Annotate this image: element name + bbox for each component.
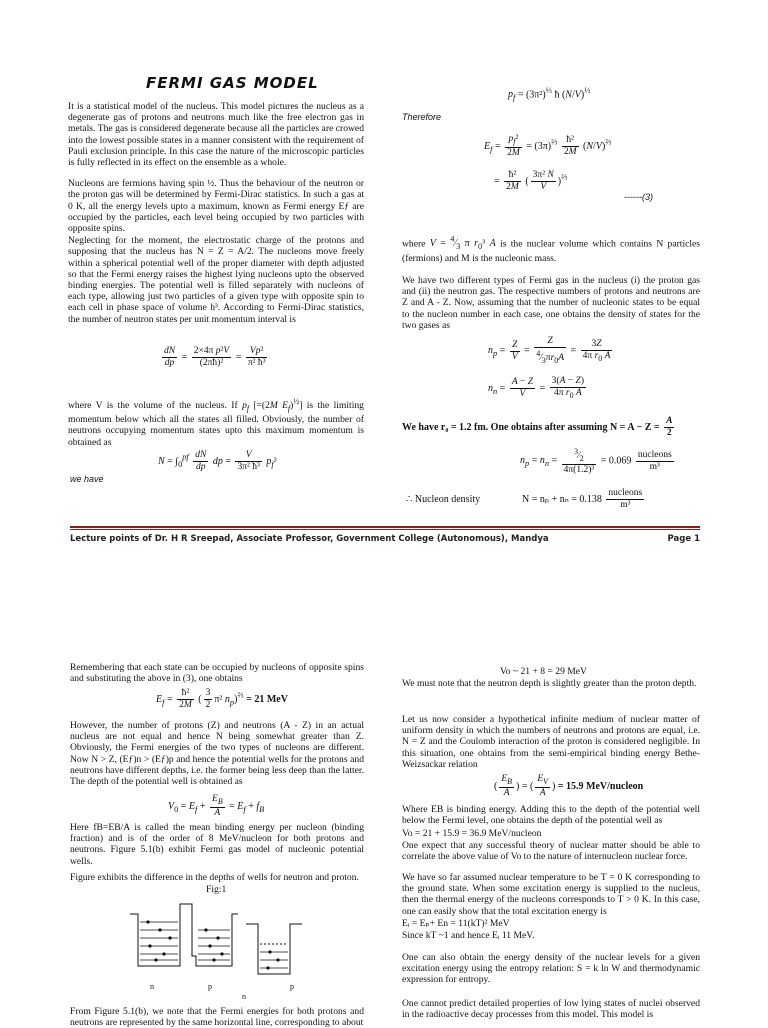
neutron-label-b: n	[242, 992, 246, 1001]
vo-depth-equation: $V_0 = E_f$ + $\frac{E_B}{A}$ = $E_f + f_B$	[168, 794, 265, 818]
substitution-paragraph: Remembering that each state can be occupied by nucleons of opposite spins and substituting the above in (3), one obtains	[70, 662, 364, 685]
page-title: FERMI GAS MODEL	[146, 74, 319, 92]
volume-paragraph: where $V = ^4⁄_3$ π $r_0^3$ A is the nuclear volume which contains N particles (fermions) and M is the nucleonic mass.	[402, 235, 701, 264]
binding-energy-paragraph: Where EB is binding energy. Adding this to the depth of the potential well below the Fermi level, one obtains the depth of the potential well as	[402, 804, 700, 827]
page-2	[0, 640, 768, 1028]
proton-label-a: p	[208, 982, 212, 991]
proton-label-b: p	[290, 982, 294, 991]
energy-density-paragraph: One can also obtain the energy density of the nuclear levels for a given excitation energy using the entropy relation: S = k ln W and thermodynamic expression for entropy.	[402, 952, 700, 986]
temperature-paragraph: We have so far assumed nuclear temperature to be T = 0 K corresponding to the ground state. When some excitation energy is supplied to the nucleus, then the thermal energy of the nucleons corresponds to T > 0 K. In this case, one can easily show that the total excitation energy is	[402, 872, 700, 917]
ef-value-equation: $E_f$ = $\frac{\text{ħ²}}{2M}$ ( $\frac{3}{2}$ π² $n_p)^{\frac{2}{3}} = 21$ MeV	[156, 688, 288, 710]
limiting-momentum-paragraph: where V is the volume of the nucleus. If $p_f$ [=(2M $E_f)^{\frac{1}{2}}$] is the limiting momentum below which all the states all filled. Obviously, the number of neutrons occupying momentum states upto this maximum momentum is obtained as	[68, 397, 364, 448]
dn-dp-equation: $\frac{dN}{dp}$ = $\frac{\text{2×4π p²V}}{\text{(2πħ)²}}$ = $\frac{\text{Vp²}}{\text{π² ħ³}}$	[164, 346, 266, 368]
footer-divider	[70, 526, 700, 528]
since-line: Since kT ~1 and hence Eᵢ 11 MeV.	[402, 930, 535, 941]
np-equation: $n_p$ = $\frac{Z}{V}$ = $\frac{Z}{^4⁄_3\pi r_0A}$ = $\frac{3Z}{4\pi r_0 A}$	[488, 336, 611, 366]
binding-fraction-paragraph: Here fB=EB/A is called the mean binding energy per nucleon (binding fraction) and is of the order of 8 MeV/nucleon for both protons and neutrons. Figure 5.1(b) exhibit Fermi gas model of nucleonic potential wells.	[70, 822, 364, 867]
figure-description: Figure exhibits the difference in the depths of wells for neutron and proton.	[70, 872, 359, 883]
n-integral-equation: $N = \int_0^{pf}$ $\frac{dN}{dp}$ dp = $\frac{V}{\text{3π² ħ³}}$ $p_f^3$	[158, 450, 277, 472]
intro-paragraph: It is a statistical model of the nucleus. This model pictures the nucleus as a degenerate gas of protons and neutrons much like the free electron gas in metals. The gas is considered degenerate because all the particles are crowed into the lowest possible states in a manner consistent with the requirement of Pauli exclusion principle. In this case the nature of the microscopic particles is fully reflected in its effect on the ensemble as a whole.	[68, 101, 364, 169]
nn-equation: $n_n$ = $\frac{A - Z}{V}$ = $\frac{3(A - Z)}{4\pi r_0 A}$	[488, 376, 584, 400]
nucleon-density-equation: N = nₚ + nₙ = 0.138 $\frac{\text{nucleons}}{\text{m³}}$	[522, 488, 643, 510]
figure-label: Fig:1	[206, 884, 227, 895]
neutron-label-a: n	[150, 982, 154, 991]
vo-estimate: Vo ~ 21 + 8 = 29 MeV	[500, 666, 587, 677]
internucleon-paragraph: One expect that any successful theory of nuclear matter should be able to correlate the above value of Vo to the nature of internucleon nuclear force.	[402, 840, 700, 863]
volume-expression: $V = ^4⁄_3$ π $r_0^3$ A	[429, 235, 496, 252]
fermions-paragraph: Nucleons are fermions having spin ½. Thus the behaviour of the neutron or the proton gas will be determined by Fermi-Dirac statistics. In such a gas at 0 K, all the energy levels upto a maximum, known as Fermi energy Eƒ are occupied by the particles, each level being occupied by two particles with opposite spins.	[68, 178, 364, 235]
nucleon-density-label: ∴ Nucleon density	[406, 494, 481, 505]
unequal-numbers-paragraph: However, the number of protons (Z) and neutrons (A - Z) in an actual nucleus are not equal and hence N being somewhat greater than Z. Obviously, the Fermi energies of the two types of nucleons are different. Now N > Z, (Eƒ)n > (Eƒ)p and hence the potential wells for the protons and neutrons have different depths, i.e. the former being less deep than the latter. The depth of the potential well is obtained as	[70, 720, 364, 788]
vo-depth-value: Vo = 21 + 15.9 = 36.9 MeV/nucleon	[402, 828, 542, 839]
np-nn-value-equation: $n_p = n_n$ = $\frac{^3⁄_2}{\text{4π(1.2)³}}$ = 0.069 $\frac{\text{nucleons}}{\text{m³}}$	[520, 447, 672, 476]
pf-equation: $p_f = (3\pi^2)^{\frac{1}{3}}$ ħ $(N/V)^{\frac{1}{3}}$	[508, 86, 591, 103]
we-have-label: we have	[70, 474, 104, 484]
r0-statement: We have r₀ = 1.2 fm. One obtains after assuming N = A − Z = $\frac{A}{2}$	[402, 416, 673, 438]
eq3-label: ------(3)	[624, 192, 653, 202]
ef-equation: $E_f$ = $\frac{p_f^2}{2M}$ = $(3\pi)^{\frac{2}{3}}$ $\frac{\text{ħ²}}{2M}$ $(N/V)^{\frac{2}{3}}$	[484, 134, 612, 158]
fermi-energies-paragraph: From Figure 5.1(b), we note that the Fermi energies for both protons and neutrons are represented by the same horizontal line, corresponding to about	[70, 1006, 364, 1028]
therefore-label: Therefore	[402, 112, 442, 122]
left-column-page1	[68, 101, 364, 331]
page-footer: Lecture points of Dr. H R Sreepad, Associate Professor, Government College (Autonomous), Mandya Page 1	[70, 534, 700, 544]
potential-well-figure	[120, 894, 310, 994]
footer-divider-thin	[70, 529, 700, 530]
density-of-states-paragraph: We have two different types of Fermi gas in the nucleus (i) the proton gas and (ii) the neutron gas. The respective numbers of protons and neutrons are Z and A - Z. Now, assuming that the number of nucleonic states to be equal to the nucleon number in each case, one obtains the density of states for the two gases as	[402, 275, 700, 331]
potential-well-paragraph: Neglecting for the moment, the electrostatic charge of the protons and supposing that the nucleus has N = Z = A/2. The nucleons move freely within a spherical potential well of the proper diameter with depth adjusted so that the Fermi energy raises the highest lying nucleons upto the observed binding energies. The potential well is filled separately with nucleons of each type, allowing just two particles of a given type with opposite spin to each cell in phase space of volume h³. According to Fermi-Dirac statistics, the number of neutron states per unit momentum interval is	[68, 235, 364, 325]
neutron-depth-paragraph: We must note that the neutron depth is slightly greater than the proton depth.	[402, 678, 697, 689]
nuclear-matter-paragraph: Let us now consider a hypothetical infinite medium of nuclear matter of uniform density in which the numbers of neutrons and protons are equal, i.e. N = Z and the Coulomb interaction of the proton is considered negligible. In this situation, one obtains from the semi-empirical binding energy Bethe-Weizsackar relation	[402, 714, 700, 770]
ef-equation-second: = $\frac{\text{ħ²}}{2M}$ ( $\frac{\text{3π² N}}{V}$ )$^{\frac{2}{3}}$	[494, 170, 568, 192]
low-lying-states-paragraph: One cannot predict detailed properties of low lying states of nuclei observed in the radioactive decay processes from this model. This model is	[402, 998, 700, 1021]
page-number: Page 1	[667, 534, 700, 544]
pf-expression: $p_f$ [=(2M $E_f)^{\frac{1}{2}}$]	[242, 397, 307, 414]
binding-energy-equation: ( $\frac{E_B}{A}$ ) = ( $\frac{E_V}{A}$ ) = 15.9 MeV/nucleon	[494, 774, 644, 798]
excitation-equation: Eᵢ = Eₚ+ En = 11(kT)² MeV	[402, 918, 510, 929]
